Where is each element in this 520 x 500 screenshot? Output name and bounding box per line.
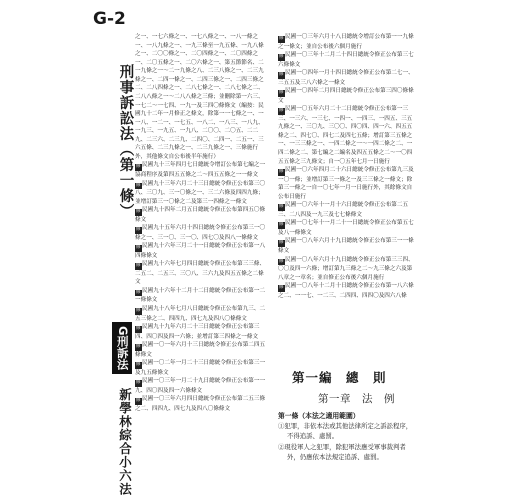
amendment-bullet-icon: 修 xyxy=(278,72,284,78)
amendment-text: 民國九十八年七月八日總統令修正公布第九三、二五三條之二、四四九、四七九及四八〇條條文 xyxy=(135,306,266,322)
amendment-text: 民國一〇三年十二月二十四日總統令修正公布第三七六條條文 xyxy=(278,52,414,68)
amendment-entry xyxy=(278,33,416,51)
amendment-bullet-icon: 修 xyxy=(278,108,284,114)
amendment-bullet-icon: 修 xyxy=(135,308,141,313)
article-title: 第一條（本法之適用範圍） xyxy=(278,412,360,420)
amendment-text: 民國一〇六年四月二十六日總統令修正公布第九三及一〇一條；並增訂第三一條之一及三三條之一條文；除第三一條之一自一〇七年一月一日施行外，其餘條文自公布日施行 xyxy=(278,167,414,200)
amendment-entry xyxy=(135,395,268,413)
amendment-bullet-icon: 修 xyxy=(278,258,284,264)
amendment-entry xyxy=(135,287,268,305)
amendment-text: 民國一〇一年六月十三日總統令修正公布第二四五條條文 xyxy=(135,342,266,358)
amendment-text: 民國一〇三年一月二十九日總統令修正公布第一一九、四〇四及四一六條條文 xyxy=(135,378,266,394)
amendment-text: 民國一〇八年十二月十日總統令修正公布第一八六條之二、一一七、一二三、二四四、四四〇及四六八條 xyxy=(278,283,414,299)
amendment-text: 民國一〇三年六月四日總統令修正公布第二五三條之二、四四九、四七九及四八〇條條文 xyxy=(135,396,266,412)
amendment-text: 民國一〇八年六月十九日總統令修正公布第三一一條條文 xyxy=(278,238,414,254)
page-code: G-2 xyxy=(93,9,126,29)
amendment-bullet-icon: 修 xyxy=(135,209,141,215)
amendment-bullet-icon: 修 xyxy=(135,326,141,332)
amendment-entry xyxy=(135,161,268,179)
amendment-text: 之一、一七六條之一、一七八條之一、一八一條之一、一八九條之一、一九三條至一九五條、一九八條之一、二〇〇條之一、二〇四條之一、二〇四條之一、二〇五條之一、二〇六條之一、第五節節名、二一九條之一～二一九條之八、二三八條之一、二三九條之一、二四一條之一、二四三條之一、二四三條之二、二八四條之一、二八七條之一、二八七條之二、二八八條之一～二八八條之三條；並刪除第一六三、一七二～一七四、一九一及三四〇條條文（編按：民國九十二年一月修正之條文，除第一一七條之一、一一八、一二一、一七五、一八二、一八三、一八九、一九三、一九五、一九八、二〇〇、二〇五、二二九、二三六、二三九、二四〇、二四一、二五一、三六五條、二三九條之一、二三九條之一、三條施行外，其他條文自公布後半年施行） xyxy=(135,34,264,160)
amendment-bullet-icon: 修 xyxy=(135,398,141,404)
amendment-entry xyxy=(135,323,268,341)
amendment-bullet-icon: 修 xyxy=(278,169,284,175)
amendment-bullet-icon: 修 xyxy=(135,289,141,295)
amendment-entry xyxy=(135,180,268,207)
amendment-text: 民國九十三年六月二十三日總統令修正公布第三〇八、三〇九、三一〇條之一、三二六條及四四九條；並增訂第三一〇條之二及第三一四條之一條文 xyxy=(135,180,266,205)
article-clause: ①犯罪，非依本法或其他法律所定之訴訟程序，不得追訴、處罰。 xyxy=(278,422,413,441)
amendment-entry xyxy=(135,305,268,323)
amendment-text: 民國一〇四年二月四日總統令修正公布第三四〇條條文 xyxy=(278,88,414,104)
amendment-text: 民國九十三年四月七日總統令增訂公布第七編之一協商程序及第四五五條之二～四五五條之一一條文 xyxy=(135,162,266,178)
amendment-entry xyxy=(135,377,268,395)
amendment-entry xyxy=(278,282,416,300)
amendment-text: 民國九十六年十二月十二日總統令修正公布第一二一條條文 xyxy=(135,287,266,304)
amendment-bullet-icon: 修 xyxy=(135,164,141,170)
amendment-bullet-icon: 修 xyxy=(135,380,141,386)
amendment-entry xyxy=(278,51,416,69)
amendment-history-right xyxy=(278,33,416,300)
amendment-bullet-icon: 修 xyxy=(135,344,141,350)
amendment-entry xyxy=(278,219,416,237)
article-1 xyxy=(278,411,418,462)
chapter-heading: 第一章 法 例 xyxy=(318,393,395,405)
amendment-entry xyxy=(135,33,268,161)
part-heading: 第一編 總 則 xyxy=(292,370,387,385)
amendment-entry xyxy=(135,242,268,260)
amendment-entry xyxy=(278,69,416,87)
amendment-text: 民國九十九年六月二十三日總統令修正公布第三四、四〇四及四一六條；並增訂第三四條之一條文 xyxy=(135,324,260,340)
amendment-bullet-icon: 修 xyxy=(278,54,284,60)
amendment-bullet-icon: 修 xyxy=(135,245,141,251)
article-clause: ②現役軍人之犯罪，除犯軍法應受軍事裁判者外，仍應依本法規定追訴、處罰。 xyxy=(278,442,406,461)
amendment-text: 民國九十六年三月二十一日總統令修正公布第一八四條條文 xyxy=(135,243,266,259)
amendment-text: 民國九十五年六月十四日總統令修正公布第三一〇條之一、三一〇、三一〇、四七〇及四八一條條文 xyxy=(135,225,266,241)
section-tab[interactable]: G刑訴法 xyxy=(112,322,132,374)
amendment-history-left xyxy=(135,33,268,413)
amendment-bullet-icon: 修 xyxy=(135,227,141,233)
amendment-bullet-icon: 修 xyxy=(278,285,284,291)
amendment-text: 民國一〇六年十一月十六日總統令修正公布第二五三、二八四及一九三及七七條條文 xyxy=(278,202,409,218)
amendment-bullet-icon: 修 xyxy=(278,240,284,246)
amendment-entry xyxy=(135,359,268,377)
amendment-text: 民國一〇八年六月十九日總統令修正公布第三三四、〇〇及四一六條；增訂第九三條之二～九三條之六及第八章之一章名；並自修正公布後六個月施行 xyxy=(278,256,414,281)
amendment-text: 民國一〇四年一月十四日總統令修正公布第二七一、三五五及三八六條之一條文 xyxy=(278,70,414,86)
amendment-text: 民國九十六年七月四日總統令修正公布第三三條、二五二、二五三、三〇八、三六九及四五五條之二條文 xyxy=(135,261,266,286)
amendment-entry xyxy=(278,87,416,105)
amendment-bullet-icon: 修 xyxy=(135,362,141,368)
amendment-bullet-icon: 修 xyxy=(135,263,141,269)
book-title: 新學林綜合小六法 xyxy=(117,388,133,496)
amendment-bullet-icon: 修 xyxy=(278,222,284,228)
amendment-entry xyxy=(135,260,268,287)
amendment-bullet-icon: 修 xyxy=(278,36,284,41)
amendment-text: 民國一〇七年十一月二十一日總統令修正公布第五七及八一條條文 xyxy=(278,220,414,236)
amendment-text: 民國一〇三年六月十八日總統令增訂公布第一一九條之一條文；並自公布後六個月施行 xyxy=(278,34,414,50)
amendment-entry xyxy=(135,206,268,224)
amendment-entry xyxy=(278,105,416,166)
amendment-entry xyxy=(278,256,416,283)
amendment-entry xyxy=(278,201,416,219)
amendment-text: 民國一〇五年六月二十二日總統令修正公布第一三三、一三六、一三七、一四一、一四三、一四五、三五九條之一、三〇九、三〇〇、四〇四、四一六、四五五條之二、四七〇、四七二及四七五條；增訂第三五條之一、一三三條之一、一四二條之一～一四二條之二、一四二條之二、第七編之二編名及四五五條之二～一〇四五五條之三九條文；自一〇五年七月一日施行 xyxy=(278,106,413,165)
amendment-text: 民國一〇二年一月二十三日總統令修正公布第三一及九五條條文 xyxy=(135,360,266,376)
amendment-entry xyxy=(135,341,268,359)
amendment-entry xyxy=(278,237,416,255)
amendment-bullet-icon: 修 xyxy=(278,204,284,210)
running-title: 刑事訴訟法（第一條） xyxy=(117,64,134,219)
amendment-text: 民國九十四年二月五日總統令修正公布第四五〇條條文 xyxy=(135,207,266,223)
amendment-bullet-icon: 修 xyxy=(278,90,284,96)
amendment-entry xyxy=(135,224,268,242)
amendment-bullet-icon: 修 xyxy=(135,182,141,188)
amendment-entry xyxy=(278,166,416,201)
